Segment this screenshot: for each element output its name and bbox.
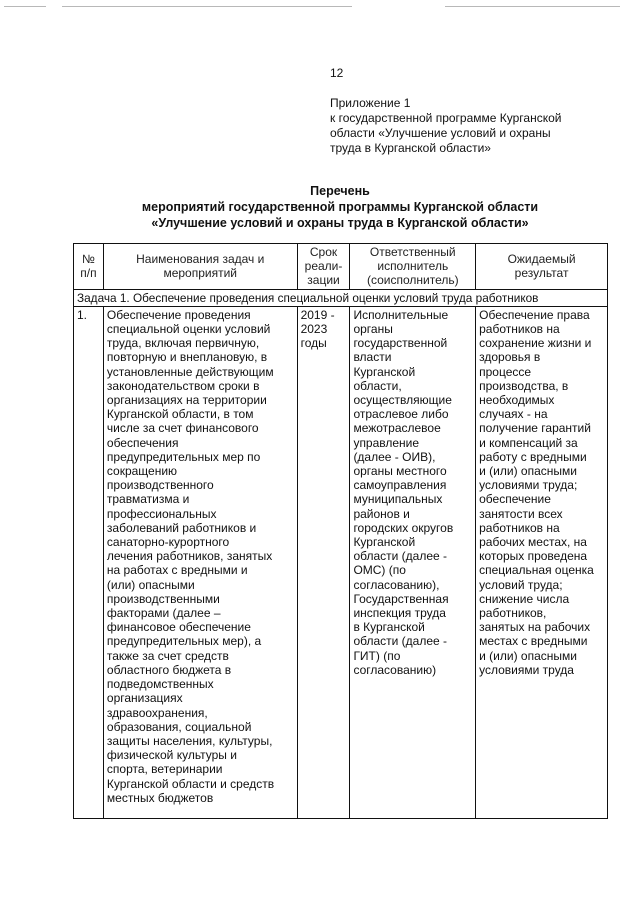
text-line: ОМС) (по xyxy=(353,563,406,578)
text-line: случаях - на xyxy=(479,407,548,422)
text-line: (соисполнитель) xyxy=(366,273,459,288)
text-line: ГИТ) (по xyxy=(353,648,401,663)
text-line: самоуправления xyxy=(353,478,447,493)
text-line: труда, включая первичную, xyxy=(106,336,260,351)
text-line: (или) опасными xyxy=(106,577,195,592)
text-line: (далее - ОИВ), xyxy=(353,449,436,464)
text-line: заболеваний работников и xyxy=(106,520,257,535)
text-line: которых проведена xyxy=(479,549,588,564)
text-line: условиями труда; xyxy=(479,478,578,493)
text-line: согласованию) xyxy=(353,662,437,677)
text-line: и компенсаций за xyxy=(479,435,578,450)
text-line: областного бюджета в xyxy=(106,662,232,677)
text-line: профессиональных xyxy=(106,506,217,521)
text-line: также за счет средств xyxy=(106,648,229,663)
text-line: работников, xyxy=(479,606,547,621)
text-line: инспекция труда xyxy=(353,606,446,621)
text-line: Ожидаемый xyxy=(507,252,576,267)
text-line: годы xyxy=(300,336,327,351)
text-line: здоровья в xyxy=(479,350,541,365)
text-line: работников на xyxy=(479,520,560,535)
text-line: образования, социальной xyxy=(106,719,252,734)
text-line: занятых на рабочих xyxy=(479,620,591,635)
text-line: органы местного xyxy=(353,464,447,479)
text-line: условий труда; xyxy=(479,577,563,592)
text-line: травматизма и xyxy=(106,492,190,507)
text-line: в Курганской xyxy=(353,620,425,635)
page-number: 12 xyxy=(330,66,344,80)
text-line: реали- xyxy=(304,259,343,274)
text-line: власти xyxy=(353,350,392,365)
header-term xyxy=(297,244,350,290)
text-line: спорта, ветеринарии xyxy=(106,762,223,777)
text-line: факторами (далее – xyxy=(106,606,221,621)
appendix-line: к государственной программе Курганской xyxy=(330,111,562,125)
document-title xyxy=(60,183,620,231)
text-line: исполнитель xyxy=(377,259,449,274)
header-num xyxy=(74,244,104,290)
row-result xyxy=(476,306,608,818)
text-line: установленные действующим xyxy=(106,364,274,379)
text-line: 2023 xyxy=(300,322,328,337)
text-line: осуществляющие xyxy=(353,393,452,408)
text-line: Курганской области, в том xyxy=(106,407,254,422)
text-line: защиты населения, культуры, xyxy=(106,733,273,748)
text-line: 2019 - xyxy=(300,307,335,322)
text-line: области, xyxy=(353,378,402,393)
task-row xyxy=(74,289,608,306)
activities-table xyxy=(73,243,608,819)
text-line: зации xyxy=(307,273,340,288)
scan-artifact-line xyxy=(62,6,352,7)
text-line: Ответственный xyxy=(369,245,456,259)
appendix-line: труда в Курганской области» xyxy=(330,141,491,155)
text-line: здравоохранения, xyxy=(106,705,208,720)
table-row xyxy=(74,306,608,818)
text-line: и (или) опасными xyxy=(479,648,577,663)
text-line: специальная оценка xyxy=(479,563,594,578)
text-line: организациях на территории xyxy=(106,393,267,408)
text-line: Обеспечение права xyxy=(479,307,590,322)
text-line: отраслевое либо xyxy=(353,407,449,422)
text-line: межотраслевое xyxy=(353,421,441,436)
text-line: Срок xyxy=(309,245,338,259)
header-name xyxy=(103,244,297,290)
text-line: результат xyxy=(514,266,569,281)
text-line: Курганской xyxy=(353,535,416,550)
text-line: предупредительных мер по xyxy=(106,449,261,464)
text-line: области (далее - xyxy=(353,634,448,649)
text-line: санаторно-курортного xyxy=(106,535,230,550)
text-line: Наименования задач и xyxy=(136,252,265,267)
text-line: Курганской области и средств xyxy=(106,776,275,791)
text-line: Государственная xyxy=(353,591,449,606)
text-line: государственной xyxy=(353,336,448,351)
text-line: работу с вредными xyxy=(479,449,587,464)
text-line: на работах с вредными и xyxy=(106,563,248,578)
text-line: условиями труда xyxy=(479,662,574,677)
text-line: обеспечение xyxy=(479,492,551,507)
text-line: производственными xyxy=(106,591,220,606)
text-line: производственного xyxy=(106,478,214,493)
text-line: подведомственных xyxy=(106,677,214,692)
text-line: обеспечения xyxy=(106,435,179,450)
scan-artifact-line xyxy=(4,6,46,7)
text-line: снижение числа xyxy=(479,591,570,606)
text-line: организациях xyxy=(106,691,183,706)
text-line: районов и xyxy=(353,506,410,521)
table-header-row xyxy=(74,244,608,290)
text-line: местах с вредными xyxy=(479,634,588,649)
text-line: финансовое обеспечение xyxy=(106,620,251,635)
title-line: мероприятий государственной программы Курганской области xyxy=(141,200,539,214)
row-num: 1. xyxy=(74,306,104,818)
text-line: работников на xyxy=(479,322,560,337)
text-line: лечения работников, занятых xyxy=(106,549,273,564)
text-line: сохранение жизни и xyxy=(479,336,592,351)
text-line: и (или) опасными xyxy=(479,464,577,479)
text-line: п/п xyxy=(80,266,97,281)
text-line: Курганской xyxy=(353,364,416,379)
text-line: предупредительных мер), а xyxy=(106,634,262,649)
scan-artifact-line xyxy=(445,6,620,7)
text-line: управление xyxy=(353,435,420,450)
header-result xyxy=(476,244,608,290)
text-line: согласованию), xyxy=(353,577,440,592)
title-line: Перечень xyxy=(310,184,370,198)
header-executor xyxy=(350,244,476,290)
text-line: повторную и внеплановую, в xyxy=(106,350,268,365)
text-line: рабочих местах, на xyxy=(479,535,587,550)
text-line: органы xyxy=(353,322,393,337)
text-line: законодательством сроки в xyxy=(106,378,260,393)
text-line: Обеспечение проведения xyxy=(106,307,251,322)
appendix-note xyxy=(330,96,610,156)
text-line: производства, в xyxy=(479,378,569,393)
text-line: Исполнительные xyxy=(353,307,449,322)
text-line: процессе xyxy=(479,364,532,379)
text-line: сокращению xyxy=(106,464,178,479)
title-line: «Улучшение условий и охраны труда в Курганской области» xyxy=(151,216,529,230)
row-name xyxy=(103,306,297,818)
text-line: необходимых xyxy=(479,393,555,408)
text-line: мероприятий xyxy=(163,266,237,281)
text-line: городских округов xyxy=(353,520,454,535)
text-line: муниципальных xyxy=(353,492,443,507)
text-line: области (далее - xyxy=(353,549,448,564)
appendix-line: Приложение 1 xyxy=(330,96,411,110)
row-executor xyxy=(350,306,476,818)
row-term xyxy=(297,306,350,818)
text-line: получение гарантий xyxy=(479,421,591,436)
appendix-line: области «Улучшение условий и охраны xyxy=(330,126,551,140)
text-line: специальной оценки условий xyxy=(106,322,271,337)
text-line: занятости всех xyxy=(479,506,563,521)
task-title: Задача 1. Обеспечение проведения специальной оценки условий труда работников xyxy=(74,289,608,306)
text-line: № xyxy=(82,252,95,267)
text-line: местных бюджетов xyxy=(106,790,214,805)
text-line: числе за счет финансового xyxy=(106,421,259,436)
text-line: физической культуры и xyxy=(106,748,237,763)
